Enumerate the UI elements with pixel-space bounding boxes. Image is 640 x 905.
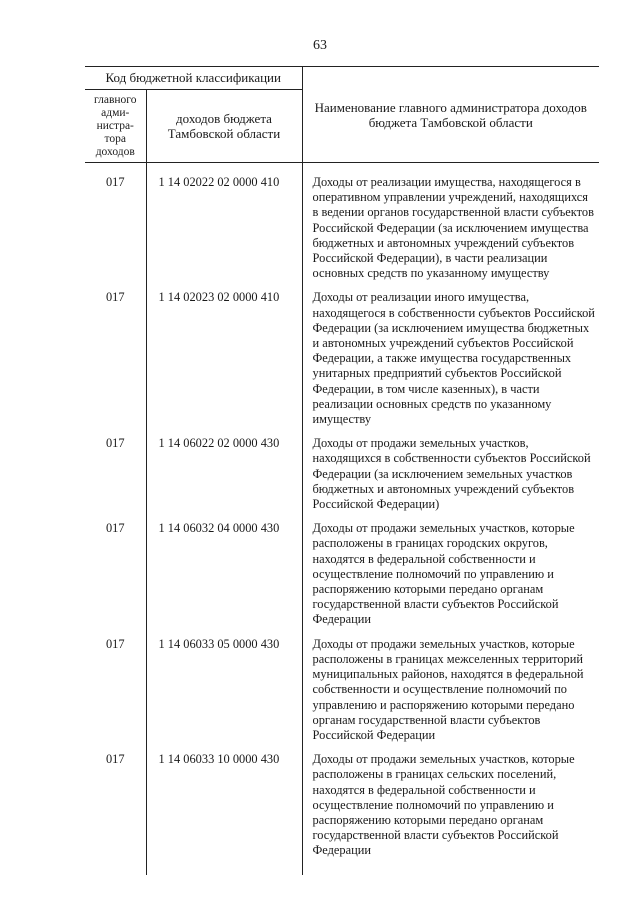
- admin-code-cell: 017: [105, 290, 125, 305]
- income-code-cell: 1 14 02022 02 0000 410: [146, 163, 302, 291]
- table-row: [85, 752, 599, 874]
- header-group-label: Код бюджетной классификации: [85, 67, 302, 90]
- income-name-cell: Доходы от продажи земельных участков, которые расположены в границах городских округов, находятся в федеральной собственности и осуществление полномочий по управлению и распоряжению которыми передано органам государственной власти субъектов Российской Федерации: [302, 521, 599, 636]
- budget-classification-table: [85, 66, 599, 875]
- admin-code-cell: 017: [105, 752, 125, 767]
- admin-code-cell: 017: [105, 436, 125, 451]
- header-admin-code: главного адми- нистра- тора доходов: [85, 90, 146, 163]
- income-name-cell: Доходы от реализации иного имущества, находящегося в собственности субъектов Российской Федерации (за исключением имущества бюджетных и автономных учреждений субъектов Российской Федерации, а также имущества государственных унитарных предприятий субъектов Российской Федерации, в том числе казенных), в части реализации основных средств по указанному имуществу: [302, 290, 599, 436]
- table-row: [85, 637, 599, 752]
- income-code-cell: 1 14 06033 10 0000 430: [146, 752, 302, 874]
- table-row: [85, 290, 599, 436]
- header-income-code: доходов бюджета Тамбовской области: [146, 90, 302, 163]
- page-number: 63: [313, 38, 327, 53]
- income-name-cell: Доходы от продажи земельных участков, находящихся в собственности субъектов Российской Федерации (за исключением земельных участков бюджетных и автономных учреждений субъектов Российской Федерации): [302, 436, 599, 521]
- header-admin-name: Наименование главного администратора доходов бюджета Тамбовской области: [302, 67, 599, 163]
- income-name-cell: Доходы от реализации имущества, находящегося в оперативном управлении учреждений, находящихся в ведении органов государственной власти субъектов Российской Федерации (за исключением имущества бюджетных и автономных учреждений субъектов Российской Федерации), в части реализации основных средств по указанному имуществу: [302, 163, 599, 291]
- income-name-cell: Доходы от продажи земельных участков, которые расположены в границах межселенных территорий муниципальных районов, находятся в федеральной собственности и осуществление полномочий по управлению и распоряжению которыми передано органам государственной власти субъектов Российской Федерации: [302, 637, 599, 752]
- table-row: [85, 436, 599, 521]
- table-row: [85, 521, 599, 636]
- table-row: [85, 163, 599, 291]
- income-code-cell: 1 14 06033 05 0000 430: [146, 637, 302, 752]
- income-code-cell: 1 14 06022 02 0000 430: [146, 436, 302, 521]
- classification-table: [85, 66, 599, 875]
- income-code-cell: 1 14 02023 02 0000 410: [146, 290, 302, 436]
- admin-code-cell: 017: [105, 636, 125, 651]
- table-header: [85, 67, 599, 163]
- admin-code-cell: 017: [105, 521, 125, 536]
- table-body: [85, 163, 599, 875]
- income-name-cell: Доходы от продажи земельных участков, которые расположены в границах сельских поселений, находятся в федеральной собственности и осуществление полномочий по управлению и распоряжению которыми передано органам государственной власти субъектов Российской Федерации: [302, 752, 599, 874]
- income-code-cell: 1 14 06032 04 0000 430: [146, 521, 302, 636]
- admin-code-cell: 017: [105, 175, 125, 189]
